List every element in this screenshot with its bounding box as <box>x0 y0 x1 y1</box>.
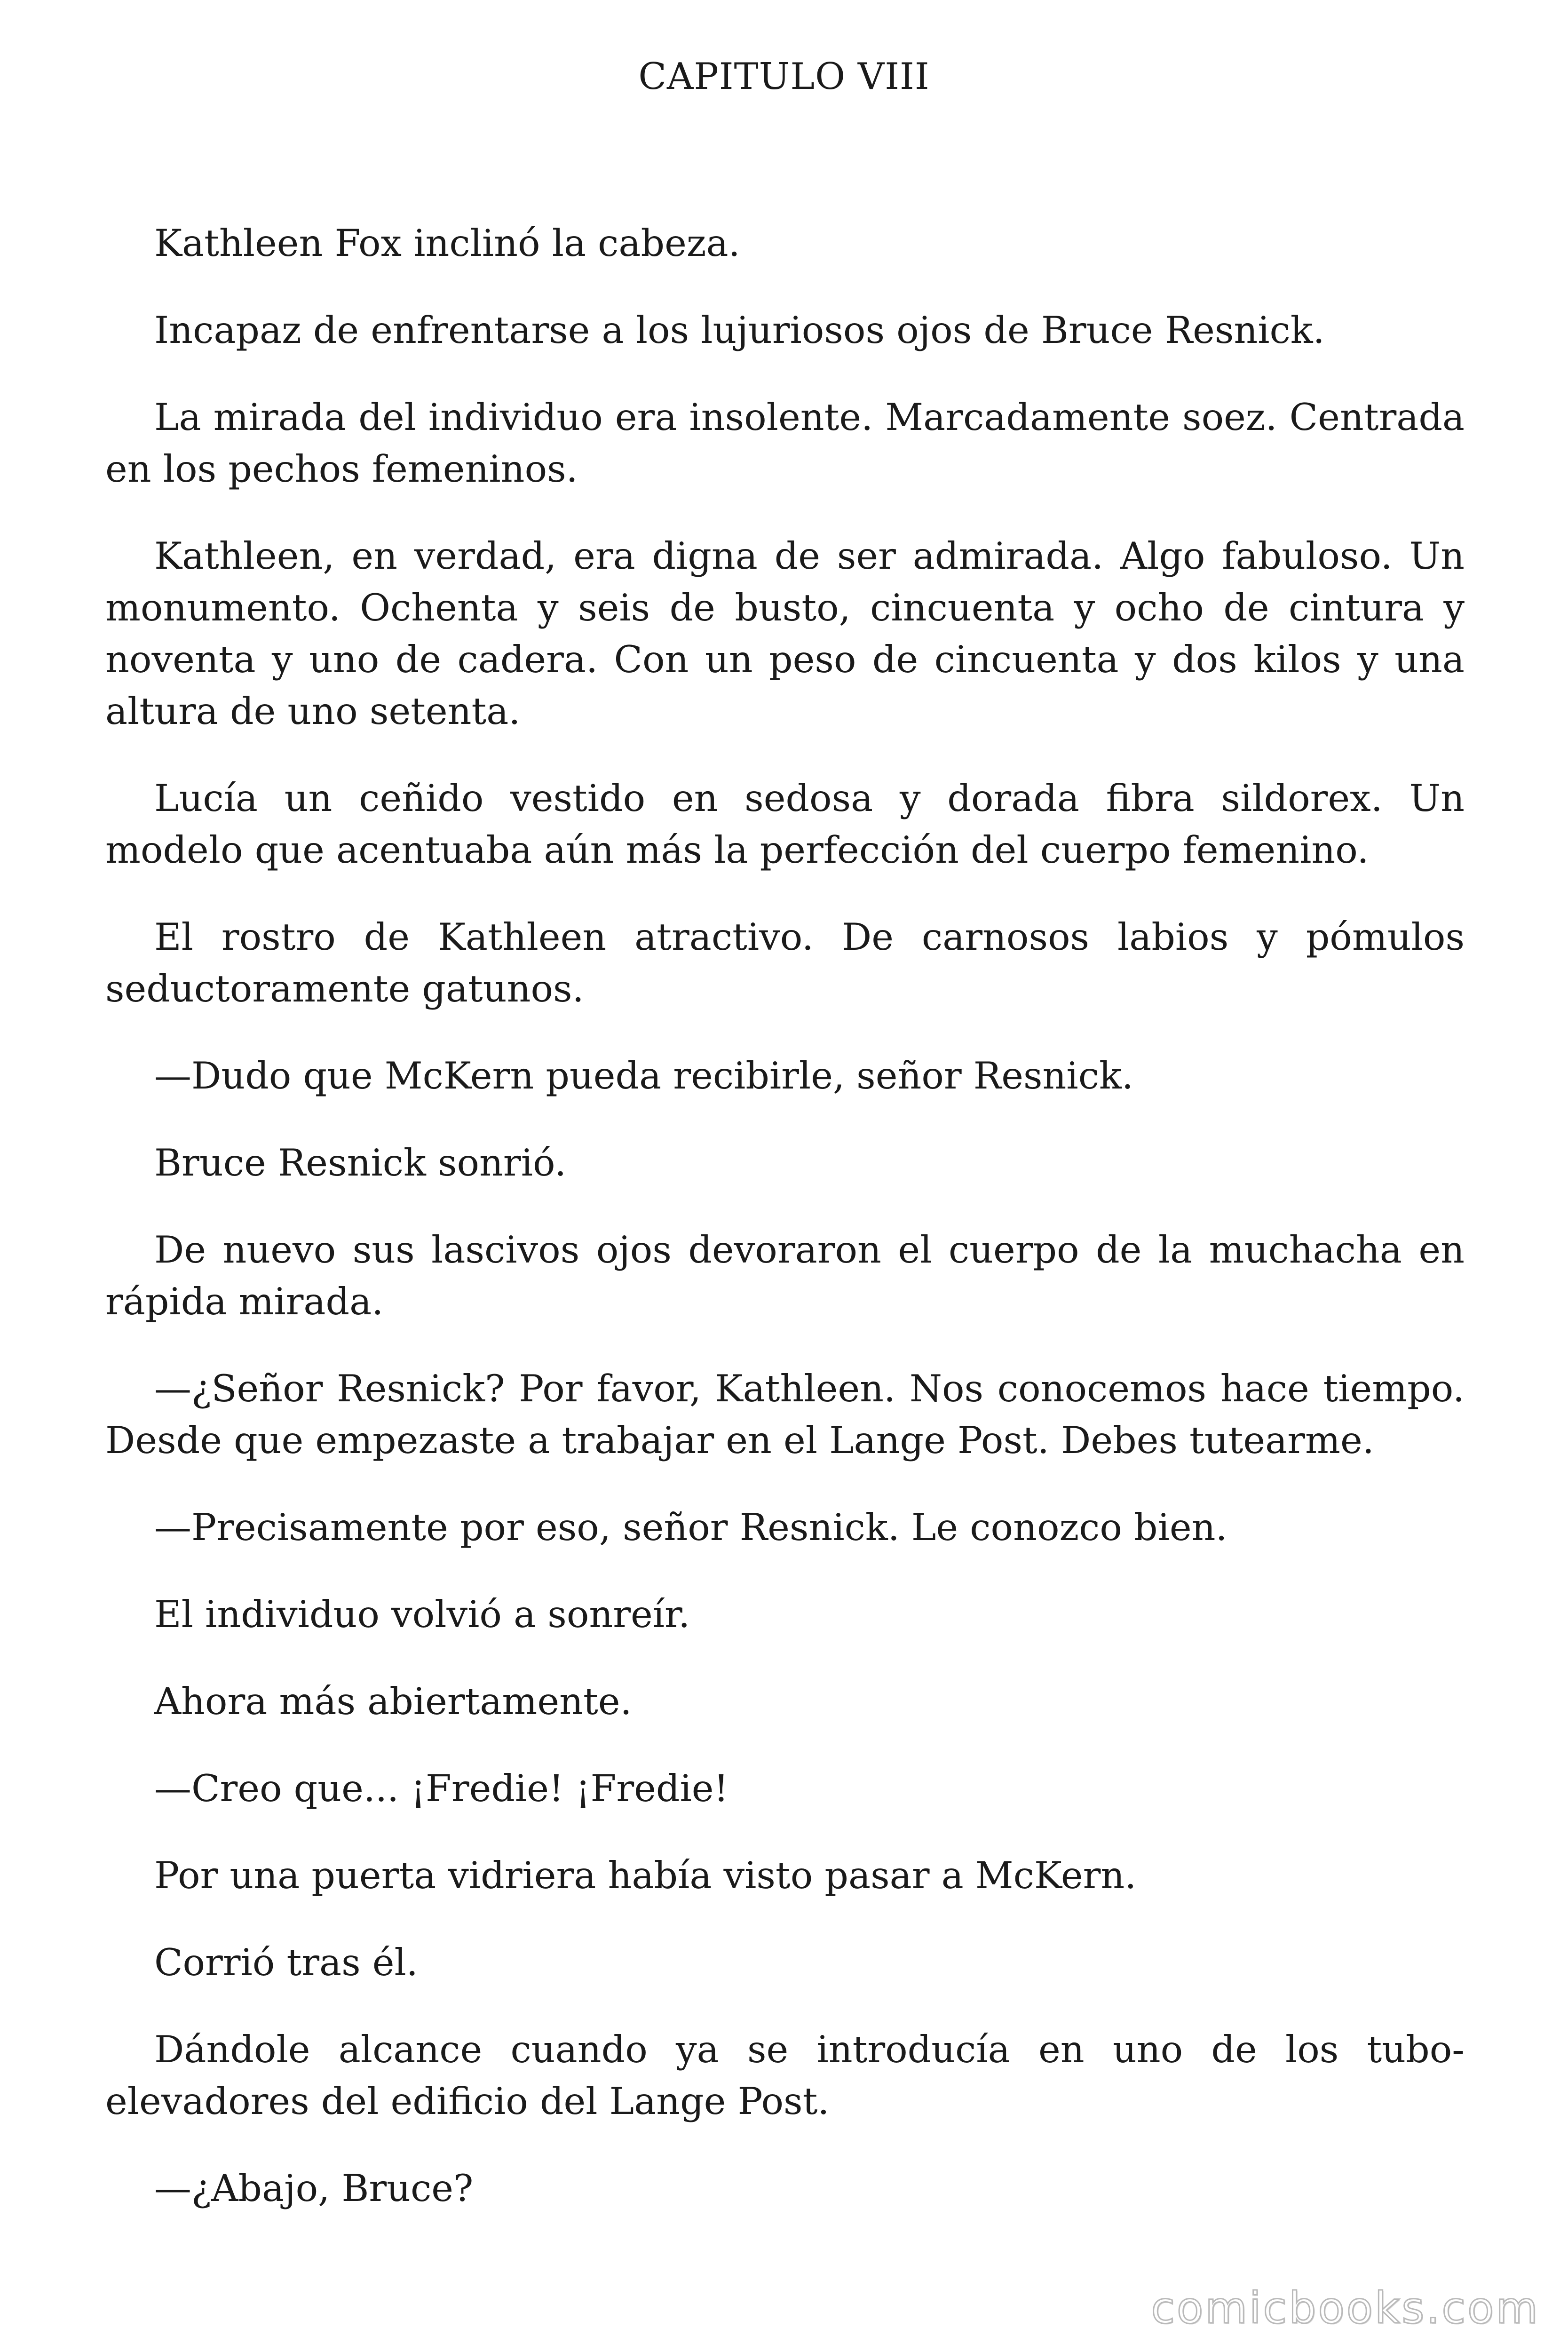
paragraph: Corrió tras él. <box>154 1941 418 1984</box>
paragraph: Dándole alcance cuando ya se introducía en uno de los tubo-elevadores del edificio del Lange Post. <box>105 2028 1465 2123</box>
watermark-logo: comicbooks.com <box>1151 2283 1540 2333</box>
paragraph: —¿Abajo, Bruce? <box>154 2167 474 2210</box>
paragraph: El individuo volvió a sonreír. <box>154 1593 690 1636</box>
paragraph: De nuevo sus lascivos ojos devoraron el cuerpo de la muchacha en rápida mirada. <box>105 1228 1465 1323</box>
paragraph: Kathleen Fox inclinó la cabeza. <box>154 222 740 265</box>
paragraph: —¿Señor Resnick? Por favor, Kathleen. Nos conocemos hace tiempo. Desde que empezaste a trabajar en el Lange Post. Debes tutearme. <box>105 1367 1465 1462</box>
paragraph: Bruce Resnick sonrió. <box>154 1141 567 1184</box>
paragraph: —Dudo que McKern pueda recibirle, señor Resnick. <box>154 1054 1133 1097</box>
chapter-title: CAPITULO VIII <box>638 56 930 98</box>
paragraph: —Creo que... ¡Fredie! ¡Fredie! <box>154 1767 729 1810</box>
paragraph: —Precisamente por eso, señor Resnick. Le conozco bien. <box>154 1506 1227 1549</box>
paragraph: Por una puerta vidriera había visto pasar a McKern. <box>154 1854 1137 1897</box>
paragraph: La mirada del individuo era insolente. Marcadamente soez. Centrada en los pechos femeninos. <box>105 396 1465 491</box>
paragraph: Ahora más abiertamente. <box>154 1680 632 1723</box>
paragraph: Incapaz de enfrentarse a los lujuriosos ojos de Bruce Resnick. <box>154 309 1325 352</box>
body-text <box>105 217 1465 2249</box>
paragraph: Kathleen, en verdad, era digna de ser admirada. Algo fabuloso. Un monumento. Ochenta y seis de busto, cincuenta y ocho de cintura y noventa y uno de cadera. Con un peso de cincuenta y dos kilos y una altura de uno setenta. <box>105 534 1465 733</box>
paragraph: Lucía un ceñido vestido en sedosa y dorada fibra sildorex. Un modelo que acentuaba aún más la perfección del cuerpo femenino. <box>105 777 1465 872</box>
paragraph: El rostro de Kathleen atractivo. De carnosos labios y pómulos seductoramente gatunos. <box>105 915 1465 1010</box>
